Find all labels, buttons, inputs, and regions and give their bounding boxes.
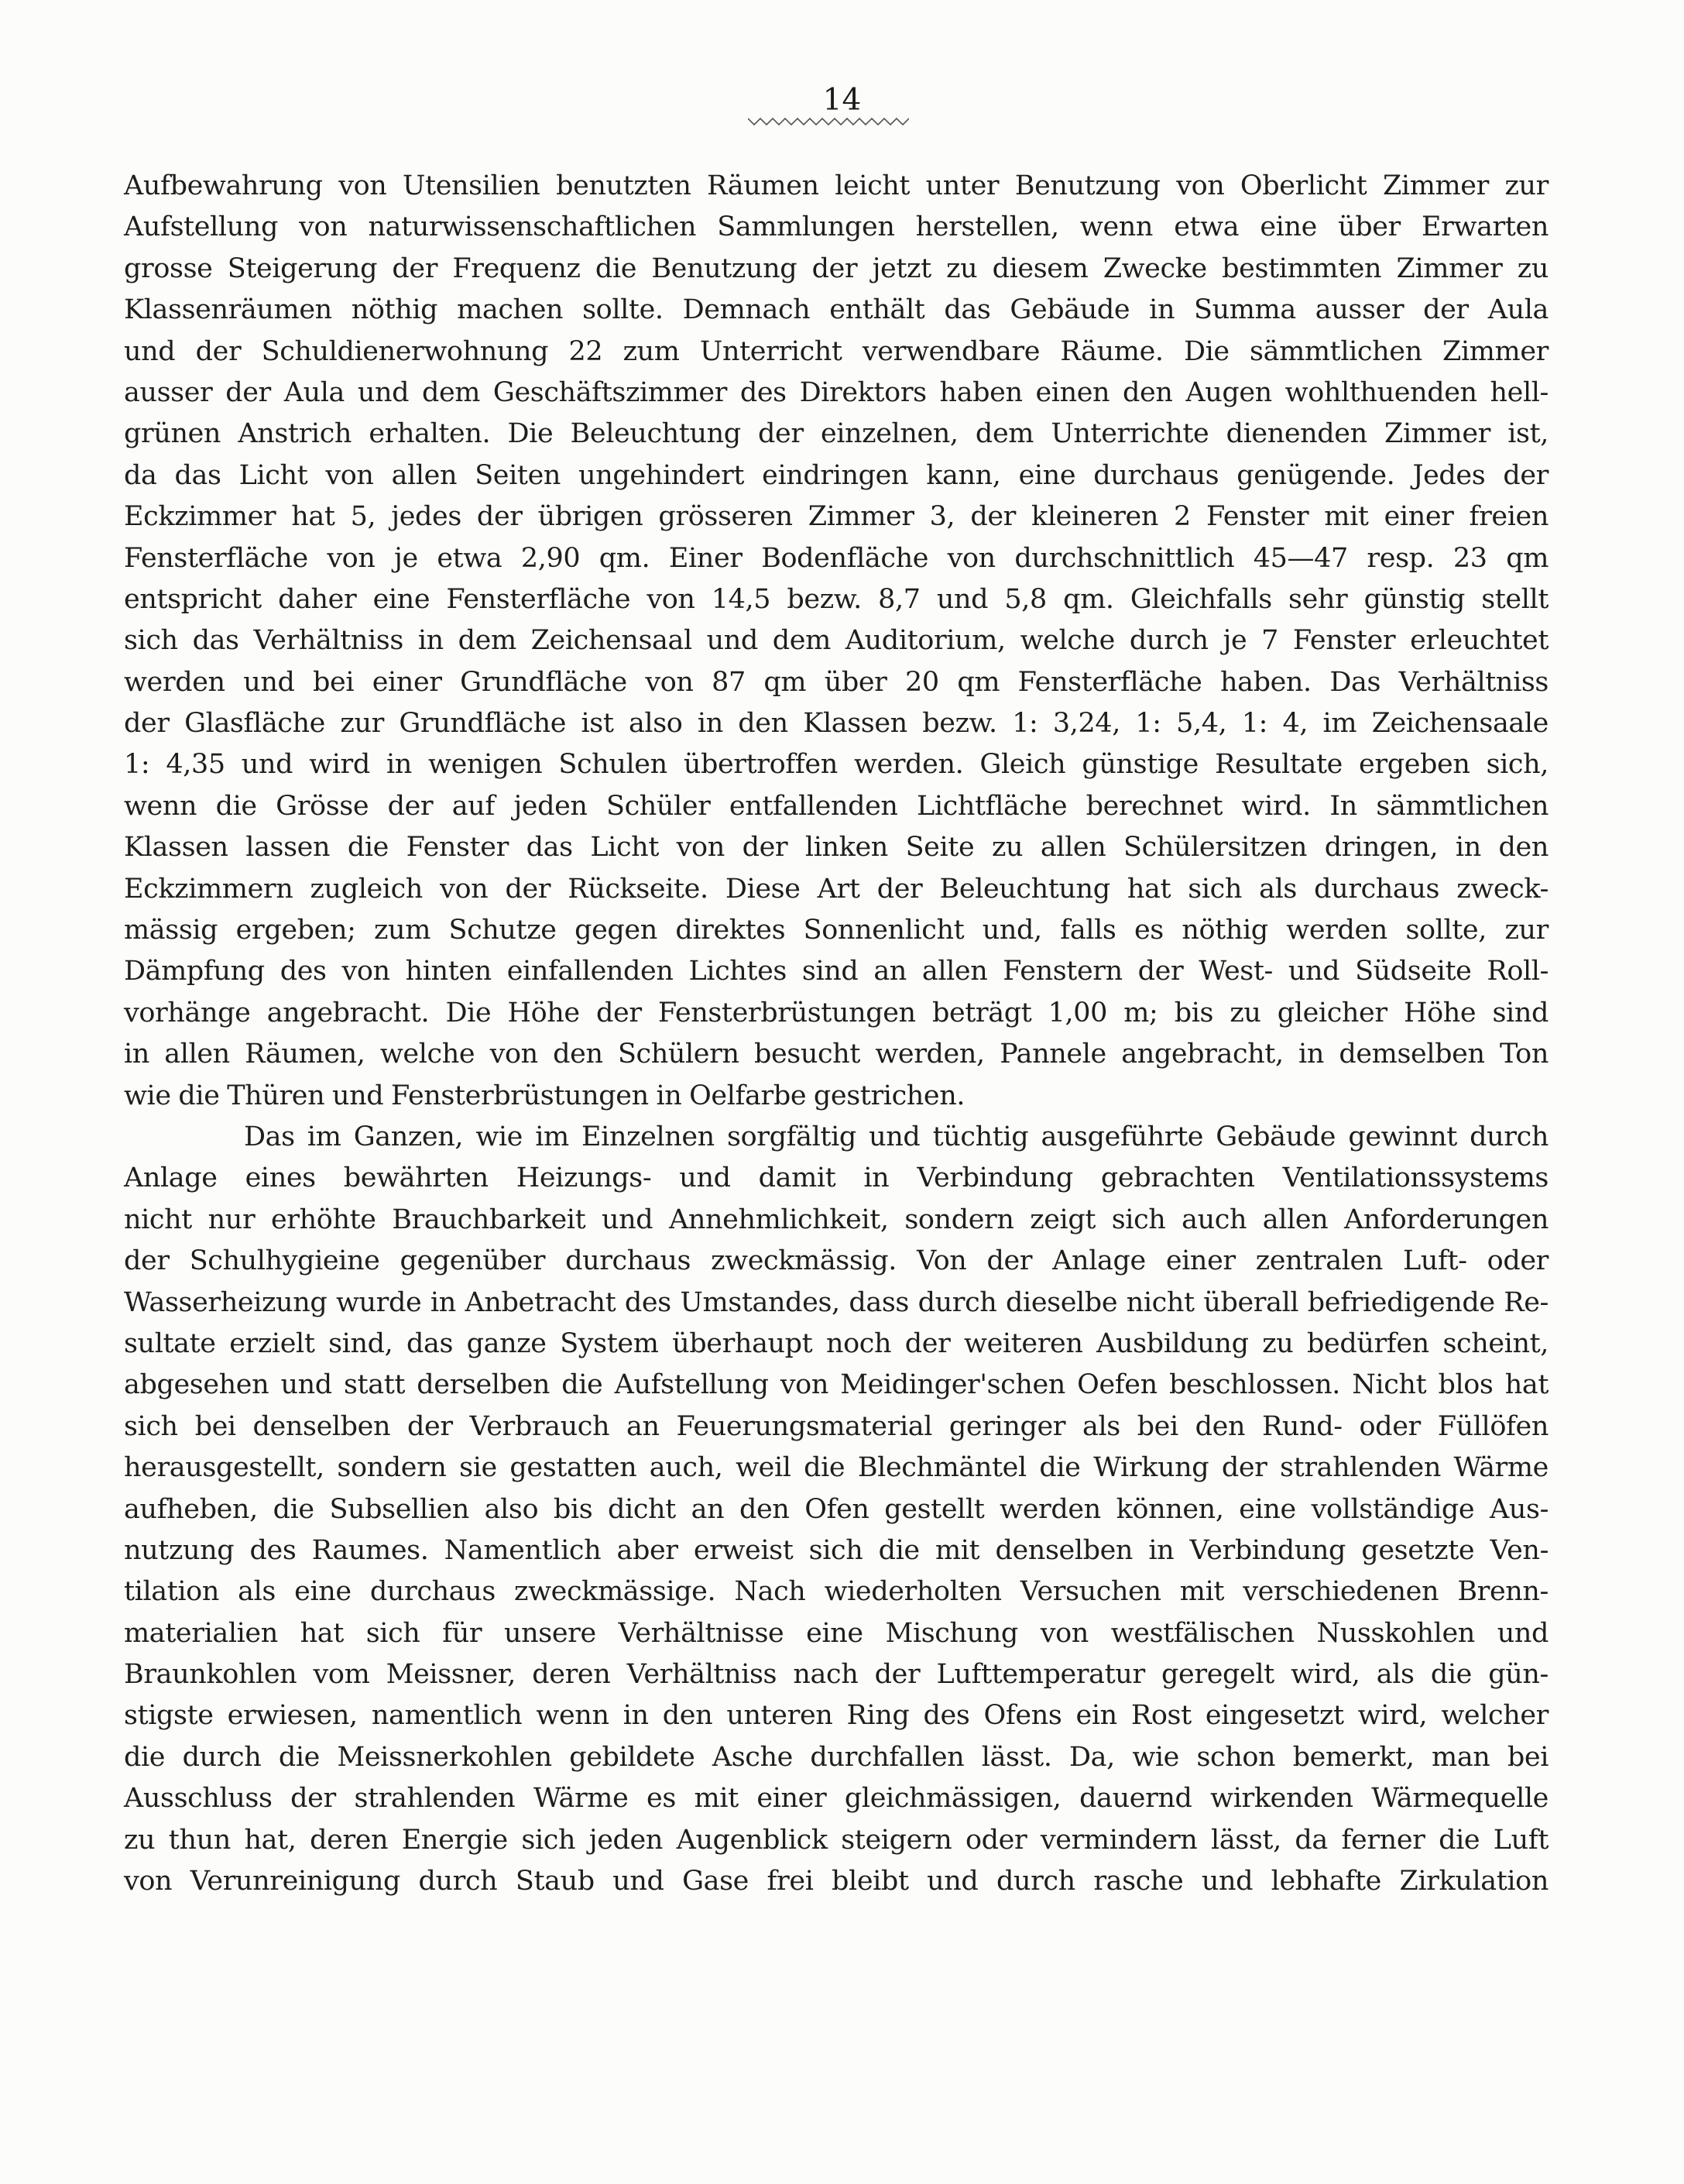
- text-line: in allen Räumen, welche von den Schülern besucht werden, Pannele angebracht, in demselben Ton: [124, 1039, 1549, 1070]
- text-line: Klassen lassen die Fenster das Licht von der linken Seite zu allen Schülersitzen dringen, in den: [124, 832, 1549, 864]
- text-line: und der Schuldienerwohnung 22 zum Unterricht verwendbare Räume. Die sämmtlichen Zimmer: [124, 335, 1549, 367]
- text-line: abgesehen und statt derselben die Aufstellung von Meidinger'schen Oefen beschlossen. Nicht blos hat: [124, 1369, 1549, 1401]
- text-line: wenn die Grösse der auf jeden Schüler entfallenden Lichtfläche berechnet wird. In sämmtlichen: [124, 790, 1549, 822]
- text-line: Eckzimmer hat 5, jedes der übrigen grösseren Zimmer 3, der kleineren 2 Fenster mit einer freien: [124, 501, 1549, 533]
- body-text: [124, 166, 1549, 1902]
- text-line: vorhänge angebracht. Die Höhe der Fensterbrüstungen beträgt 1,00 m; bis zu gleicher Höhe sind: [124, 997, 1549, 1028]
- text-line: Dämpfung des von hinten einfallenden Lichtes sind an allen Fenstern der West- und Südseite Roll-: [124, 956, 1549, 987]
- page-number: 14: [822, 83, 862, 118]
- text-line: der Glasfläche zur Grundfläche ist also in den Klassen bezw. 1: 3,24, 1: 5,4, 1: 4, im Zeichensaale: [124, 708, 1549, 740]
- text-line: zu thun hat, deren Energie sich jeden Augenblick steigern oder vermindern lässt, da ferner die Luft: [124, 1824, 1549, 1856]
- text-line: von Verunreinigung durch Staub und Gase frei bleibt und durch rasche und lebhafte Zirkulation: [124, 1866, 1549, 1897]
- text-line: wie die Thüren und Fensterbrüstungen in Oelfarbe gestrichen.: [124, 1080, 965, 1111]
- text-line: Das im Ganzen, wie im Einzelnen sorgfältig und tüchtig ausgeführte Gebäude gewinnt durch: [244, 1121, 1549, 1152]
- text-line: Wasserheizung wurde in Anbetracht des Umstandes, dass durch dieselbe nicht überall befriedigende Re-: [124, 1286, 1549, 1318]
- text-line: da das Licht von allen Seiten ungehindert eindringen kann, eine durchaus genügende. Jedes der: [124, 459, 1549, 491]
- text-line: grosse Steigerung der Frequenz die Benutzung der jetzt zu diesem Zwecke bestimmten Zimmer zu: [124, 252, 1549, 284]
- text-line: materialien hat sich für unsere Verhältnisse eine Mischung von westfälischen Nusskohlen und: [124, 1617, 1549, 1649]
- text-line: Eckzimmern zugleich von der Rückseite. Diese Art der Beleuchtung hat sich als durchaus zweck-: [124, 873, 1549, 905]
- text-line: herausgestellt, sondern sie gestatten auch, weil die Blechmäntel die Wirkung der strahlenden Wärme: [124, 1452, 1549, 1484]
- paragraph-1: [124, 166, 1549, 1117]
- text-line: sich bei denselben der Verbrauch an Feuerungsmaterial geringer als bei den Rund- oder Füllöfen: [124, 1410, 1549, 1442]
- text-line: 1: 4,35 und wird in wenigen Schulen übertroffen werden. Gleich günstige Resultate ergeben sich,: [124, 749, 1549, 781]
- text-line: sich das Verhältniss in dem Zeichensaal und dem Auditorium, welche durch je 7 Fenster erleuchtet: [124, 625, 1549, 657]
- text-line: der Schulhygieine gegenüber durchaus zweckmässig. Von der Anlage einer zentralen Luft- oder: [124, 1245, 1549, 1277]
- text-line: Ausschluss der strahlenden Wärme es mit einer gleichmässigen, dauernd wirkenden Wärmequelle: [124, 1783, 1549, 1815]
- text-line: Anlage eines bewährten Heizungs- und damit in Verbindung gebrachten Ventilationssystems: [124, 1162, 1549, 1194]
- text-line: mässig ergeben; zum Schutze gegen direktes Sonnenlicht und, falls es nöthig werden sollte, zur: [124, 915, 1549, 946]
- text-line: die durch die Meissnerkohlen gebildete Asche durchfallen lässt. Da, wie schon bemerkt, man bei: [124, 1741, 1549, 1773]
- text-line: tilation als eine durchaus zweckmässige. Nach wiederholten Versuchen mit verschiedenen Brenn-: [124, 1576, 1549, 1608]
- text-line: Braunkohlen vom Meissner, deren Verhältniss nach der Lufttemperatur geregelt wird, als die gün-: [124, 1659, 1549, 1691]
- text-line: ausser der Aula und dem Geschäftszimmer des Direktors haben einen den Augen wohlthuenden hell-: [124, 376, 1549, 408]
- text-line: Fensterfläche von je etwa 2,90 qm. Einer Bodenfläche von durchschnittlich 45—47 resp. 23 qm: [124, 542, 1549, 574]
- text-line: Klassenräumen nöthig machen sollte. Demnach enthält das Gebäude in Summa ausser der Aula: [124, 294, 1549, 326]
- text-line: stigste erwiesen, namentlich wenn in den unteren Ring des Ofens ein Rost eingesetzt wird, welcher: [124, 1700, 1549, 1732]
- paragraph-2: [124, 1117, 1549, 1902]
- text-line: grünen Anstrich erhalten. Die Beleuchtung der einzelnen, dem Unterrichte dienenden Zimmer ist,: [124, 418, 1549, 450]
- text-line: sultate erzielt sind, das ganze System überhaupt noch der weiteren Ausbildung zu bedürfen scheint,: [124, 1327, 1549, 1359]
- page-number-ornament: [748, 116, 909, 127]
- text-line: Aufstellung von naturwissenschaftlichen Sammlungen herstellen, wenn etwa eine über Erwarten: [124, 211, 1549, 243]
- text-line: entspricht daher eine Fensterfläche von 14,5 bezw. 8,7 und 5,8 qm. Gleichfalls sehr günstig stellt: [124, 583, 1549, 615]
- text-line: nutzung des Raumes. Namentlich aber erweist sich die mit denselben in Verbindung gesetzte Ven-: [124, 1534, 1549, 1566]
- text-line: werden und bei einer Grundfläche von 87 qm über 20 qm Fensterfläche haben. Das Verhältniss: [124, 666, 1549, 698]
- text-line: nicht nur erhöhte Brauchbarkeit und Annehmlichkeit, sondern zeigt sich auch allen Anforderungen: [124, 1204, 1549, 1235]
- text-line: aufheben, die Subsellien also bis dicht an den Ofen gestellt werden können, eine vollständige Aus-: [124, 1493, 1549, 1525]
- text-line: Aufbewahrung von Utensilien benutzten Räumen leicht unter Benutzung von Oberlicht Zimmer zur: [124, 170, 1549, 201]
